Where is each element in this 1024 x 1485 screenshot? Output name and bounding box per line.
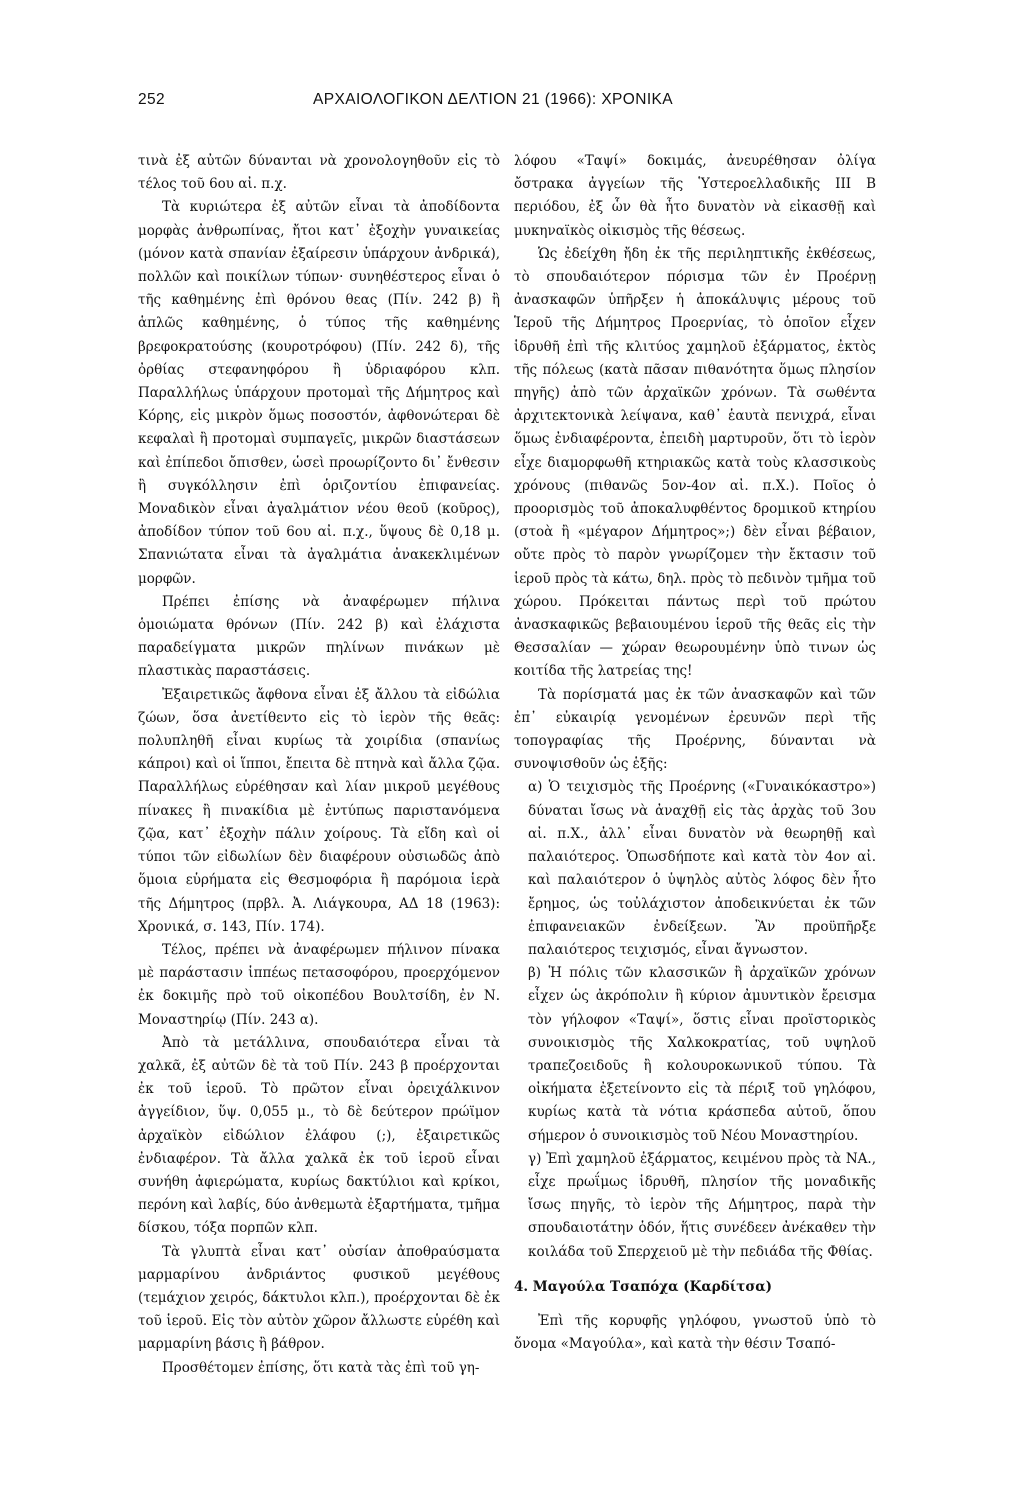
paragraph: Πρέπει ἐπίσης νὰ ἀναφέρωμεν πήλινα ὁμοιώματα θρόνων (Πίν. 242 β) καὶ ἐλάχιστα παραδείγματα μικρῶν πηλίνων πινάκων μὲ πλαστικὰς παραστάσεις. <box>138 593 500 680</box>
paragraph: Ἐξαιρετικῶς ἄφθονα εἶναι ἐξ ἄλλου τὰ εἰδώλια ζώων, ὅσα ἀνετίθεντο εἰς τὸ ἱερὸν τῆς θεᾶς: πολυπληθῆ εἶναι κυρίως τὰ χοιρίδια (σπανίως κάπροι) καὶ οἱ ἵπποι, ἔπειτα δὲ πτηνὰ καὶ ἄλλα ζῷα. Παραλλήλως εὑρέθησαν καὶ λίαν μικροῦ μεγέθους πίνακες ἢ πινακίδια μὲ ἐντύπως παριστανόμενα ζῷα, κατ᾽ ἐξοχὴν πάλιν χοίρους. Τὰ εἴδη καὶ οἱ τύποι τῶν εἰδωλίων δὲν διαφέρουν οὐσιωδῶς ἀπὸ ὅμοια εὑρήματα εἰς Θεσμοφόρια ἢ παρόμοια ἱερὰ τῆς Δήμητρος (πρβλ. Ἀ. Λιάγκουρα, ΑΔ 18 (1963): Χρονικά, σ. 143, Πίν. 174). <box>138 686 500 935</box>
list-item: β) Ἡ πόλις τῶν κλασσικῶν ἢ ἀρχαϊκῶν χρόνων εἶχεν ὡς ἀκρόπολιν ἢ κύριον ἀμυντικὸν ἔρεισμα τὸν γήλοφον «Ταψί», ὅστις εἶναι προϊστορικὸς συνοικισμὸς τῆς Χαλκοκρατίας, τοῦ υψηλοῦ τραπεζοειδοῦς ἢ κολουροκωνικοῦ τύπου. Τὰ οἰκήματα ἐξετείνοντο εἰς τὰ πέριξ τοῦ γηλόφου, κυρίως κατὰ τὰ νότια κράσπεδα αὐτοῦ, ὅπου σήμερον ὁ συνοικισμὸς τοῦ Νέου Μοναστηρίου. <box>528 965 876 1144</box>
page-number: 252 <box>138 91 166 108</box>
journal-header: ΑΡΧΑΙΟΛΟΓΙΚΟΝ ΔΕΛΤΙΟΝ 21 (1966): ΧΡΟΝΙΚΑ <box>313 91 674 108</box>
left-column <box>138 150 500 1380</box>
section-heading: 4. Μαγούλα Τσαπόχα (Καρδίτσα) <box>514 1278 773 1295</box>
right-column <box>514 150 876 1356</box>
paragraph: Τὰ γλυπτὰ εἶναι κατ᾽ οὐσίαν ἀποθραύσματα μαρμαρίνου ἀνδριάντος φυσικοῦ μεγέθους (τεμάχιον χειρός, δάκτυλοι κλπ.), προέρχονται δὲ ἐκ τοῦ ἱεροῦ. Εἰς τὸν αὐτὸν χῶρον ἄλλωστε εὑρέθη καὶ μαρμαρίνη βάσις ἢ βάθρον. <box>138 1243 500 1353</box>
list-item: γ) Ἐπὶ χαμηλοῦ ἐξάρματος, κειμένου πρὸς τὰ ΝΑ., εἶχε πρωΐμως ἱδρυθῆ, πλησίον τῆς μοναδικῆς ἴσως πηγῆς, τὸ ἱερὸν τῆς Δήμητρος, παρὰ τὴν σπουδαιοτάτην ὁδόν, ἥτις συνέδεεν ἀνέκαθεν τὴν κοιλάδα τοῦ Σπερχειοῦ μὲ τὴν πεδιάδα τῆς Φθίας. <box>528 1150 876 1260</box>
paragraph: Τὰ κυριώτερα ἐξ αὐτῶν εἶναι τὰ ἀποδίδοντα μορφὰς ἀνθρωπίνας, ἤτοι κατ᾽ ἐξοχὴν γυναικείας (μόνον κατὰ σπανίαν ἐξαίρεσιν ὑπάρχουν ἀνδρικά), πολλῶν καὶ ποικίλων τύπων· συνηθέστερος εἶναι ὁ τῆς καθημένης ἐπὶ θρόνου θεας (Πίν. 242 β) ἢ ἁπλῶς καθημένης, ὁ τύπος τῆς καθημένης βρεφοκρατούσης (κουροτρόφου) (Πίν. 242 δ), τῆς ὀρθίας στεφανηφόρου ἢ ὑδριαφόρου κλπ. Παραλλήλως ὑπάρχουν προτομαὶ τῆς Δήμητρος καὶ Κόρης, εἰς μικρὸν ὅμως ποσοστόν, ἀφθονώτεραι δὲ κεφαλαὶ ἢ προτομαὶ συμπαγεῖς, μικρῶν διαστάσεων καὶ ἐπίπεδοι ὄπισθεν, ὡσεὶ προωρίζοντο δι᾽ ἔνθεσιν ἢ συγκόλλησιν ἐπὶ ὁριζοντίου ἐπιφανείας. Μοναδικὸν εἶναι ἀγαλμάτιον νέου θεοῦ (κοῦρος), ἀποδίδον τύπον τοῦ 6ου αἰ. π.χ., ὕψους δὲ 0,18 μ. Σπανιώτατα εἶναι τὰ ἀγαλμάτια ἀνακεκλιμένων μορφῶν. <box>138 199 500 587</box>
paragraph: Τὰ πορίσματά μας ἐκ τῶν ἀνασκαφῶν καὶ τῶν ἐπ᾽ εὐκαιρίᾳ γενομένων ἐρευνῶν περὶ τῆς τοπογραφίας τῆς Προέρνης, δύνανται νὰ συνοψισθοῦν ὡς ἑξῆς: <box>514 686 876 773</box>
paragraph: Ὡς ἐδείχθη ἤδη ἐκ τῆς περιληπτικῆς ἐκθέσεως, τὸ σπουδαιότερον πόρισμα τῶν ἐν Προέρνῃ ἀνασκαφῶν ὑπῆρξεν ἡ ἀποκάλυψις μέρους τοῦ Ἱεροῦ τῆς Δήμητρος Προερνίας, τὸ ὁποῖον εἶχεν ἱδρυθῆ ἐπὶ τῆς κλιτύος χαμηλοῦ ἐξάρματος, ἐκτὸς τῆς πόλεως (κατὰ πᾶσαν πιθανότητα ὅμως πλησίον πηγῆς) ἀπὸ τῶν ἀρχαϊκῶν χρόνων. Τὰ σωθέντα ἀρχιτεκτονικὰ λείψανα, καθ᾽ ἑαυτὰ πενιχρά, εἶναι ὅμως ἐνδιαφέροντα, ἐπειδὴ μαρτυροῦν, ὅτι τὸ ἱερὸν εἶχε διαμορφωθῆ κτηριακῶς κατὰ τοὺς κλασσικοὺς χρόνους (πιθανῶς 5ον-4ον αἰ. π.Χ.). Ποῖος ὁ προορισμὸς τοῦ ἀποκαλυφθέντος δρομικοῦ κτηρίου (στοὰ ἢ «μέγαρον Δήμητρος»;) δὲν εἶναι βέβαιον, οὔτε πρὸς τὸ παρὸν γνωρίζομεν τὴν ἔκτασιν τοῦ ἱεροῦ πρὸς τὰ κάτω, δηλ. πρὸς τὸ πεδινὸν τμῆμα τοῦ χώρου. Πρόκειται πάντως περὶ τοῦ πρώτου ἀνασκαφικῶς βεβαιουμένου ἱεροῦ τῆς θεᾶς εἰς τὴν Θεσσαλίαν — χώραν θεωρουμένην ὑπὸ τινων ὡς κοιτίδα τῆς λατρείας της! <box>514 245 876 680</box>
paragraph: τινὰ ἐξ αὐτῶν δύνανται νὰ χρονολογηθοῦν εἰς τὸ τέλος τοῦ 6ου αἰ. π.χ. <box>138 153 500 193</box>
paragraph: Προσθέτομεν ἐπίσης, ὅτι κατὰ τὰς ἐπὶ τοῦ γη- <box>162 1359 480 1376</box>
paragraph: Τέλος, πρέπει νὰ ἀναφέρωμεν πήλινον πίνακα μὲ παράστασιν ἱππέως πετασοφόρου, προερχόμενον ἐκ δοκιμῆς πρὸ τοῦ οἰκοπέδου Βουλτσίδη, ἐν Ν. Μοναστηρίῳ (Πίν. 243 α). <box>138 941 500 1028</box>
paragraph: Ἐπὶ τῆς κορυφῆς γηλόφου, γνωστοῦ ὑπὸ τὸ ὄνομα «Μαγούλα», καὶ κατὰ τὴν θέσιν Τσαπό- <box>514 1312 876 1353</box>
paragraph: Ἀπὸ τὰ μετάλλινα, σπουδαιότερα εἶναι τὰ χαλκᾶ, ἐξ αὐτῶν δὲ τὰ τοῦ Πίν. 243 β προέρχονται ἐκ τοῦ ἱεροῦ. Τὸ πρῶτον εἶναι ὀρειχάλκινον ἀγγείδιον, ὕψ. 0,055 μ., τὸ δὲ δεύτερον πρώϊμον ἀρχαϊκὸν εἰδώλιον ἐλάφου (;), ἐξαιρετικῶς ἐνδιαφέρον. Τὰ ἄλλα χαλκᾶ ἐκ τοῦ ἱεροῦ εἶναι συνήθη ἀφιερώματα, κυρίως δακτύλιοι καὶ κρίκοι, περόνη καὶ λαβίς, δύο ἀνθεμωτὰ ἐξαρτήματα, τμῆμα δίσκου, τόξα πορπῶν κλπ. <box>138 1034 500 1237</box>
paragraph: λόφου «Ταψί» δοκιμάς, ἀνευρέθησαν ὀλίγα ὄστρακα ἀγγείων τῆς Ὑστεροελλαδικῆς III Β περιόδου, ἐξ ὧν θὰ ἦτο δυνατὸν νὰ εἰκασθῇ καὶ μυκηναϊκὸς οἰκισμὸς τῆς θέσεως. <box>514 153 876 239</box>
list-item: α) Ὁ τειχισμὸς τῆς Προέρνης («Γυναικόκαστρο») δύναται ἴσως νὰ ἀναχθῇ εἰς τὰς ἀρχὰς τοῦ 3ου αἰ. π.Χ., ἀλλ᾽ εἶναι δυνατὸν νὰ θεωρηθῇ καὶ παλαιότερος. Ὁπωσδήποτε καὶ κατὰ τὸν 4ον αἰ. καὶ παλαιότερον ὁ ὑψηλὸς αὐτὸς λόφος δὲν ἦτο ἔρημος, ὡς τοὐλάχιστον ἀποδεικνύεται ἐκ τῶν ἐπιφανειακῶν ἐνδείξεων. Ἂν προϋπῆρξε παλαιότερος τειχισμός, εἶναι ἄγνωστον. <box>528 779 876 958</box>
